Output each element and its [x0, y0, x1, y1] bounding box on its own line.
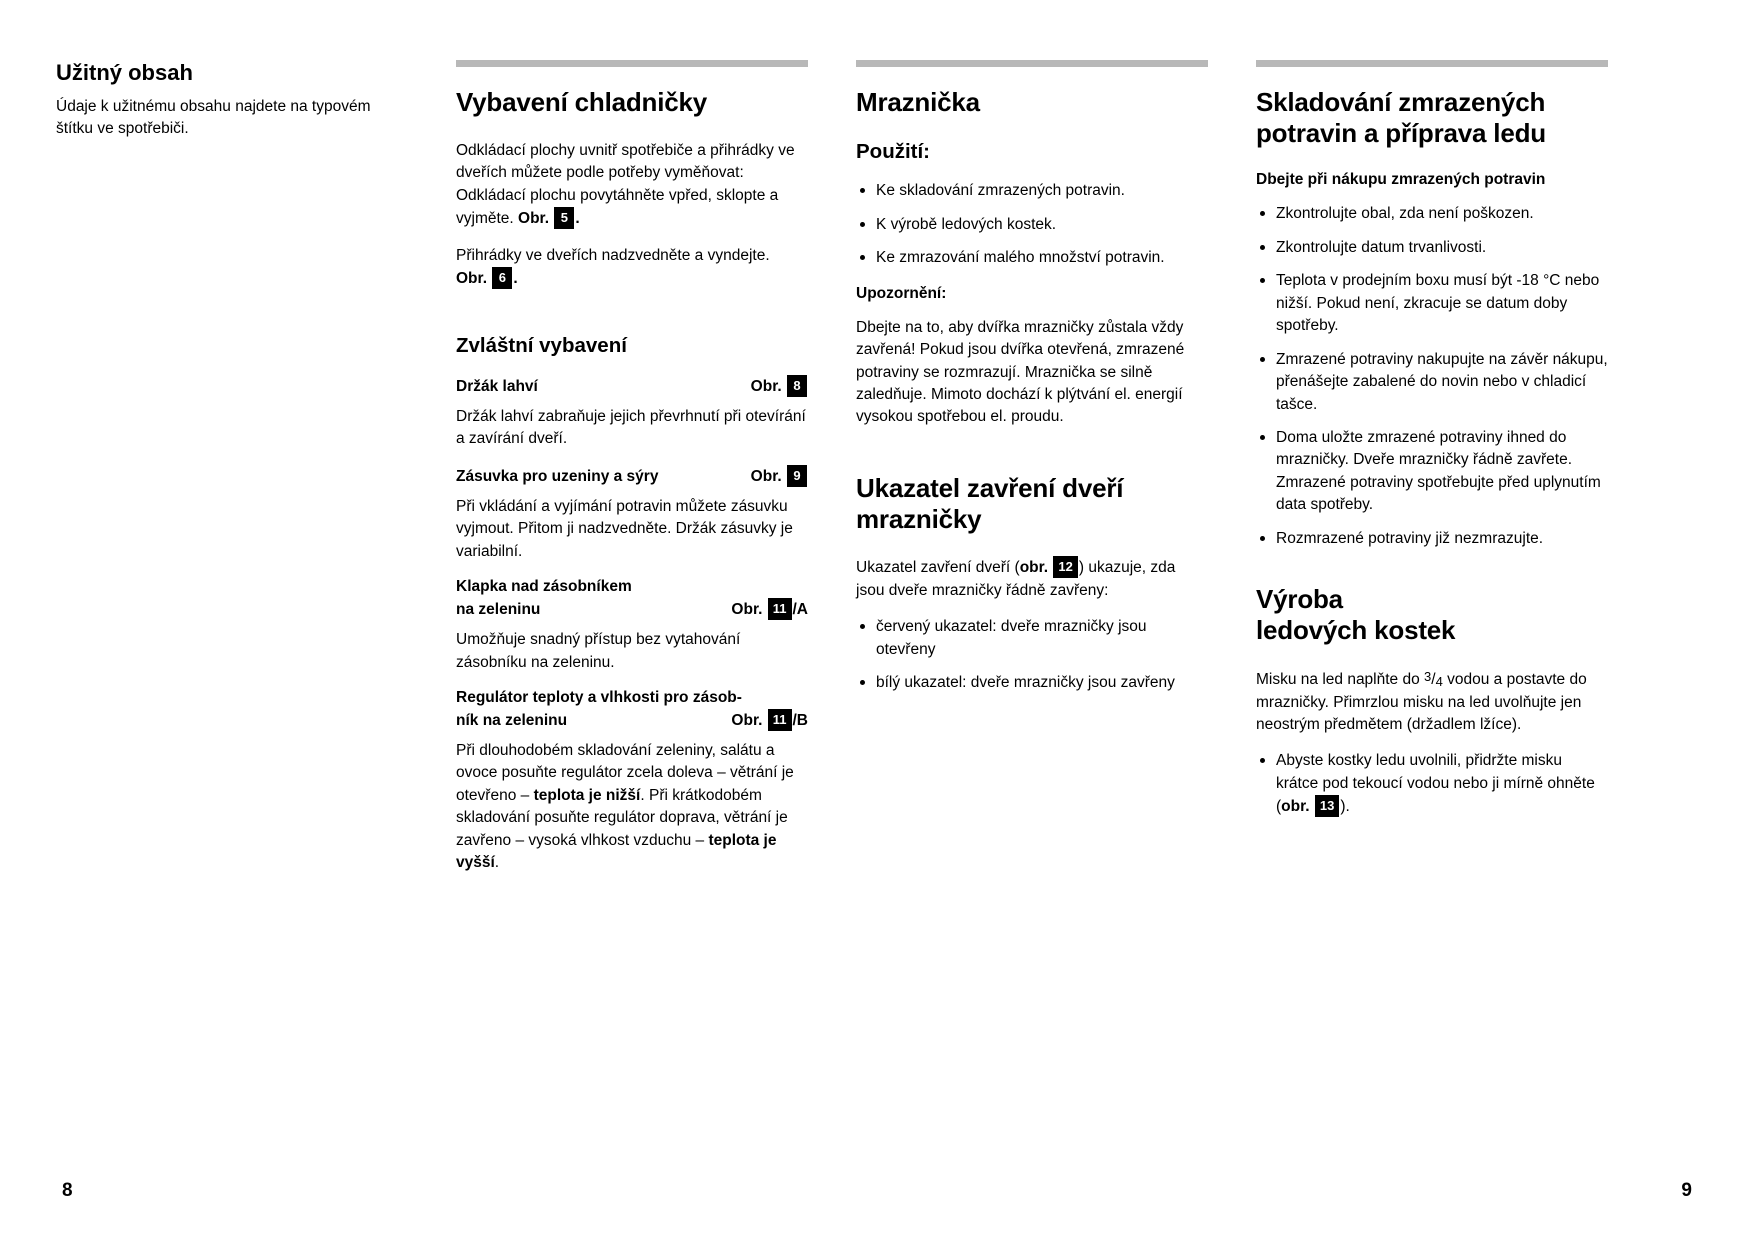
list-item: bílý ukazatel: dveře mrazničky jsou zavřeny	[856, 672, 1208, 694]
figure-number-11-b: 11	[768, 709, 792, 731]
item-label-klapka-line2: na zeleninu	[456, 601, 541, 619]
paragraph-regulator-part4: .	[494, 854, 500, 872]
figure-number-11: 11	[768, 598, 792, 620]
list-item: červený ukazatel: dveře mrazničky jsou otevřeny	[856, 616, 1208, 661]
lead-dbejte-pri-nakupu: Dbejte při nákupu zmrazených potravin	[1256, 171, 1546, 189]
column-layout	[56, 60, 1698, 889]
column-mraznicka	[856, 60, 1208, 709]
paragraph-odkladaci-plochy	[456, 140, 808, 231]
section-title-mraznicka: Mraznička	[856, 87, 980, 117]
section-title-line1: Skladování zmrazených	[1256, 87, 1546, 117]
section-title-line1: Ukazatel zavření dveří	[856, 472, 1124, 503]
list-item: Rozmrazené potraviny již nezmrazujte.	[1256, 528, 1608, 550]
section-title-vyroba-ledovych-kostek	[1256, 584, 1608, 645]
list-item	[1256, 750, 1608, 818]
paragraph-zasuvka-uzeniny: Při vkládání a vyjímání potravin můžete zásuvku vyjmout. Přitom ji nadzvedněte. Držák zásuvky je variabilní.	[456, 497, 793, 560]
item-drzak-lahvi-header	[456, 375, 808, 398]
item-regulator-header-line2	[456, 709, 808, 732]
section-title-line1: Výroba	[1256, 584, 1343, 615]
paragraph-vyroba-ledu	[1256, 668, 1608, 737]
figure-ref-11-b: Obr. 11 /B	[731, 709, 808, 731]
list-item-part1: Abyste kostky ledu uvolnili, přidržte misku krátce pod tekoucí vodou nebo ji mírně ohněte (	[1276, 752, 1595, 816]
paragraph-regulator-part3: Při krátkodobém skladování posuňte regulátor doprava, větrání je zavřeno – vysoká vlhkost vzduchu –	[456, 786, 788, 849]
list-item: Ke skladování zmrazených potravin.	[856, 180, 1208, 202]
item-label-klapka-line1: Klapka nad zásobníkem	[456, 578, 632, 596]
paragraph-regulator-emph1: teplota je nižší	[533, 786, 641, 804]
section-title-skladovani	[1256, 87, 1608, 148]
fraction-denominator: 4	[1435, 673, 1443, 689]
figure-ref-8: Obr. 8	[751, 375, 808, 397]
figure-number-5: 5	[554, 207, 574, 229]
paragraph-prihradky-dvere	[456, 245, 808, 291]
item-klapka-header	[456, 577, 808, 621]
list-item: Zmrazené potraviny nakupujte na závěr nákupu, přenášejte zabalené do novin nebo v chladicí tašce.	[1256, 349, 1608, 416]
list-item-part2: ).	[1340, 798, 1350, 816]
fraction-slash: /	[1431, 670, 1436, 688]
figure-ref-13: obr. 13	[1281, 798, 1340, 815]
figure-ref-12: obr. 12	[1020, 559, 1079, 576]
subsection-title-pouziti: Použití:	[856, 139, 931, 163]
section-title-line2: potravin a příprava ledu	[1256, 117, 1546, 148]
list-uvolneni-kostek	[1256, 750, 1608, 818]
paragraph-upozorneni: Dbejte na to, aby dvířka mrazničky zůstala vždy zavřená! Pokud jsou dvířka otevřená, zmrazené potraviny se rozmrazují. Mraznička se silně zaledňuje. Mimoto dochází k plýtvání el. energií vysokou spotřebou el. proudu.	[856, 318, 1185, 426]
paragraph-regulator	[456, 740, 808, 875]
figure-number-9: 9	[787, 465, 807, 487]
paragraph-regulator-part2: .	[640, 786, 645, 804]
paragraph-vyroba-part2: vodou a postavte do mrazničky. Přimrzlou misku na led uvolňujte jen neostrým předmětem (držadlem lžíce).	[1256, 670, 1587, 734]
column-uzitny-obsah	[56, 60, 408, 155]
column-skladovani-zmrazenych	[1256, 60, 1608, 833]
list-item: Doma uložte zmrazené potraviny ihned do mrazničky. Dveře mrazničky řádně zavřete. Zmrazené potraviny spotřebujte před uplynutím data spotřeby.	[1256, 427, 1608, 517]
figure-ref-9: Obr. 9	[751, 465, 808, 487]
item-label-drzak-lahvi: Držák lahví	[456, 378, 538, 396]
section-title-ukazatel-zavreni	[856, 473, 1208, 534]
list-item: K výrobě ledových kostek.	[856, 214, 1208, 236]
notice-title-upozorneni: Upozornění:	[856, 284, 947, 302]
column-vybaveni-chladnicky	[456, 60, 808, 889]
item-label-zasuvka-uzeniny: Zásuvka pro uzeniny a sýry	[456, 467, 659, 485]
top-rule	[1256, 60, 1608, 67]
list-pouziti	[856, 180, 1208, 269]
item-zasuvka-uzeniny-header	[456, 465, 808, 488]
paragraph-odkladaci-plochy-text: Odkládací plochy uvnitř spotřebiče a přihrádky ve dveřích můžete podle potřeby vyměňovat: Odkládací plochu povytáhněte vpřed, sklopte a vyjměte.	[456, 141, 795, 228]
list-item: Zkontrolujte datum trvanlivosti.	[1256, 237, 1608, 259]
item-regulator-header	[456, 688, 808, 732]
figure-number-13: 13	[1315, 795, 1339, 817]
paragraph-vyroba-part1: Misku na led naplňte do	[1256, 670, 1425, 688]
top-rule	[856, 60, 1208, 67]
page-number-right: 9	[1681, 1180, 1692, 1201]
subsection-title-zvlastni-vybaveni: Zvláštní vybavení	[456, 334, 627, 358]
figure-number-12: 12	[1053, 556, 1077, 578]
list-nakup-pokyny	[1256, 203, 1608, 550]
paragraph-regulator-emph2: teplota je vyšší	[456, 831, 777, 872]
section-title-uzitny-obsah: Užitný obsah	[56, 60, 193, 85]
spacer	[456, 304, 808, 334]
list-item: Ke zmrazování malého množství potravin.	[856, 247, 1208, 269]
figure-ref-11-a: Obr. 11 /A	[731, 598, 808, 620]
paragraph-ukazatel-part2: ) ukazuje, zda jsou dveře mrazničky řádně zavřeny:	[856, 559, 1176, 599]
section-title-vybaveni-chladnicky: Vybavení chladničky	[456, 87, 708, 117]
item-label-regulator-line2: ník na zeleninu	[456, 711, 568, 729]
fraction-numerator: 3	[1424, 668, 1432, 684]
list-item: Zkontrolujte obal, zda není poškozen.	[1256, 203, 1608, 225]
paragraph-klapka: Umožňuje snadný přístup bez vytahování zásobníku na zeleninu.	[456, 631, 741, 671]
top-rule	[456, 60, 808, 67]
figure-number-8: 8	[787, 375, 807, 397]
item-klapka-header-line2	[456, 598, 808, 621]
figure-ref-6: Obr. 6 .	[456, 270, 518, 287]
paragraph-regulator-part1: Při dlouhodobém skladování zeleniny, salátu a ovoce posuňte regulátor zcela doleva – větrání je otevřeno –	[456, 741, 794, 804]
list-ukazatel-stavy	[856, 616, 1208, 694]
paragraph-prihradky-text: Přihrádky ve dveřích nadzvedněte a vyndejte.	[456, 246, 770, 264]
paragraph-ukazatel	[856, 556, 1208, 602]
paragraph-drzak-lahvi: Držák lahví zabraňuje jejich převrhnutí při otevírání a zavírání dveří.	[456, 408, 806, 448]
section-title-line2: mrazničky	[856, 503, 982, 534]
paragraph-ukazatel-part1: Ukazatel zavření dveří (	[856, 559, 1020, 577]
item-label-regulator-line1: Regulátor teploty a vlhkosti pro zásob-	[456, 689, 742, 707]
spacer	[856, 443, 1208, 473]
page-number-left: 8	[62, 1180, 73, 1201]
paragraph-uzitny-obsah: Údaje k užitnému obsahu najdete na typovém štítku ve spotřebiči.	[56, 98, 371, 138]
spacer	[1256, 564, 1608, 584]
figure-number-6: 6	[492, 267, 512, 289]
list-item: Teplota v prodejním boxu musí být -18 °C nebo nižší. Pokud není, zkracuje se datum doby spotřeby.	[1256, 270, 1608, 337]
section-title-line2: ledových kostek	[1256, 615, 1456, 646]
figure-ref-5: Obr. 5 .	[518, 210, 580, 227]
